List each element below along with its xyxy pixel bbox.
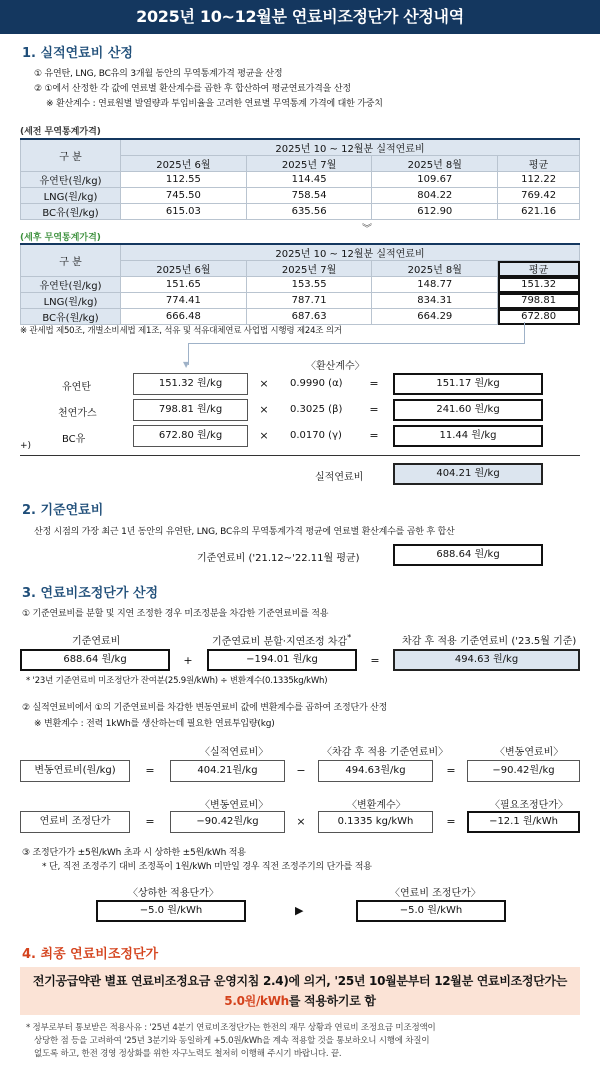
row-label: 유연탄(원/kg) [21, 277, 121, 293]
arrow-down-icon: ▼ [183, 360, 190, 369]
calc-result-box: 241.60 원/kg [393, 399, 543, 421]
table-cell: 621.16 [498, 204, 580, 220]
final-header: 〈연료비 조정단가〉 [390, 888, 481, 899]
connector-line [188, 343, 525, 344]
base-value-box: 688.64 원/kg [20, 649, 170, 671]
table-cell: 114.45 [246, 172, 372, 188]
table-row [21, 204, 580, 220]
table-cell: 153.55 [246, 277, 372, 293]
times-sign: × [259, 429, 269, 442]
s3-step3-note: * 단, 직전 조정주기 대비 조정폭이 1원/kWh 미만일 경우 직전 조정주기의 단가를 적용 [42, 862, 372, 872]
equals-sign: = [446, 815, 456, 828]
section-3-heading: 3. 연료비조정단가 산정 [22, 586, 159, 601]
table-cell: 664.29 [372, 309, 498, 325]
calc-result-box: 11.44 원/kg [393, 425, 543, 447]
col-group-header: 구 분 [21, 244, 121, 277]
table-row [21, 277, 580, 293]
connector-line [524, 322, 525, 344]
row-label: BC유(원/kg) [21, 204, 121, 220]
r2-value-box: 0.1335 kg/kWh [318, 811, 433, 833]
base-fuel-label: 기준연료비 ('21.12~'22.11월 평균) [197, 553, 360, 564]
equals-sign: = [369, 403, 379, 416]
times-sign: × [259, 403, 269, 416]
table-cell: 635.56 [246, 204, 372, 220]
month-header: 2025년 7월 [246, 261, 372, 277]
r2-label-box: 연료비 조정단가 [20, 811, 130, 833]
s2-desc: 산정 시점의 가장 최근 1년 동안의 유연탄, LNG, BC유의 무역통계가격 평균에 연료별 환산계수를 곱한 후 합산 [34, 527, 455, 537]
conv-coef-header: 〈환산계수〉 [306, 361, 365, 372]
equals-sign: = [446, 764, 456, 777]
calc-coef: 0.9990 (α) [290, 378, 343, 389]
table-cell: 769.42 [498, 188, 580, 204]
table-cell: 687.63 [246, 309, 372, 325]
month-header: 2025년 6월 [121, 156, 247, 172]
minus-sign: − [296, 764, 306, 777]
r2-header: 〈변동연료비〉 [200, 800, 269, 811]
required-price-box: −12.1 원/kWh [467, 811, 580, 833]
row-label: LNG(원/kg) [21, 188, 121, 204]
section-1-heading: 1. 실적연료비 산정 [22, 46, 133, 61]
s1-note-1: ① 유연탄, LNG, BC유의 3개월 동안의 무역통계가격 평균을 산정 [34, 69, 283, 79]
law-note: ※ 관세법 제50조, 개별소비세법 제1조, 석유 및 석유대체연료 사업법 시행령 제24조 의거 [20, 326, 342, 336]
avg-header: 평균 [498, 156, 580, 172]
row-label: 유연탄(원/kg) [21, 172, 121, 188]
calc-fuel-label: BC유 [62, 434, 86, 445]
r1-header: 〈차감 후 적용 기준연료비〉 [322, 747, 449, 758]
split-star: * [347, 632, 352, 642]
applied-label: 차감 후 적용 기준연료비 ('23.5월 기준) [402, 636, 577, 647]
table-cell: 745.50 [121, 188, 247, 204]
s1-note-2: ② ①에서 산정한 각 값에 연료별 환산계수를 곱한 후 합산하여 평균연료가격을 산정 [34, 84, 351, 94]
r1-value-box: 404.21원/kg [170, 760, 285, 782]
avg-header: 평균 [498, 261, 580, 277]
table-cell: 774.41 [121, 293, 247, 309]
calc-price-box: 151.32 원/kg [133, 373, 248, 395]
r1-header: 〈실적연료비〉 [200, 747, 269, 758]
applied-value-box: 494.63 원/kg [393, 649, 580, 671]
month-header: 2025년 8월 [372, 156, 498, 172]
base-fuel-value: 688.64 원/kg [393, 544, 543, 566]
footnote-line: 없도록 하고, 한전 경영 정상화를 위한 자구노력도 철저히 이행해 주시기 바랍니다. 끝. [34, 1049, 342, 1059]
month-header: 2025년 7월 [246, 156, 372, 172]
table-cell: 109.67 [372, 172, 498, 188]
r2-header: 〈필요조정단가〉 [490, 800, 568, 811]
table-cell: 834.31 [372, 293, 498, 309]
times-sign: × [296, 815, 306, 828]
pretax-price-table [20, 138, 580, 220]
equals-sign: = [145, 815, 155, 828]
calc-fuel-label: 천연가스 [58, 408, 97, 419]
table-cell: 666.48 [121, 309, 247, 325]
table2-caption: (세후 무역통계가격) [20, 233, 101, 243]
table-cell: 612.90 [372, 204, 498, 220]
split-value-box: −194.01 원/kg [207, 649, 357, 671]
r1-header: 〈변동연료비〉 [495, 747, 564, 758]
table-cell: 787.71 [246, 293, 372, 309]
page-title: 2025년 10~12월분 연료비조정단가 산정내역 [0, 0, 600, 34]
arrow-right-icon: ▶ [295, 904, 304, 917]
table-cell: 112.22 [498, 172, 580, 188]
footnote-line: 상당한 점 등을 고려하여 '25년 3분기와 동일하게 +5.0원/kWh을 계속 적용할 것을 통보하오니 시행에 차질이 [34, 1036, 430, 1046]
split-note: * '23년 기준연료비 미조정단가 잔여분(25.9원/kWh) ÷ 변환계수(0.1335kg/kWh) [26, 676, 328, 686]
s3-step3: ③ 조정단가가 ±5원/kWh 초과 시 상하한 ±5원/kWh 적용 [22, 848, 246, 858]
r1-value-box: −90.42원/kg [467, 760, 580, 782]
table-cell: 151.32 [498, 277, 580, 293]
s3-step2: ② 실적연료비에서 ①의 기준연료비를 차감한 변동연료비 값에 변환계수를 곱하여 조정단가 산정 [22, 703, 388, 713]
equals-sign: = [370, 654, 380, 667]
base-label: 기준연료비 [72, 636, 121, 647]
final-decision-box [20, 967, 580, 1015]
equals-sign: = [369, 429, 379, 442]
r1-value-box: 494.63원/kg [318, 760, 433, 782]
table-row [21, 293, 580, 309]
down-arrow-icon: ︾ [362, 224, 372, 235]
s1-note-3: ※ 환산계수 : 연료원별 발열량과 투입비율을 고려한 연료별 무역통계 가격에 대한 가중치 [46, 99, 383, 109]
row-label: BC유(원/kg) [21, 309, 121, 325]
s3-step1: ① 기준연료비를 분할 및 지연 조정한 경우 미조정분을 차감한 기준연료비를 적용 [22, 609, 329, 619]
final-decision-text [20, 967, 580, 1015]
posttax-price-table [20, 243, 580, 325]
r2-header: 〈변환계수〉 [347, 800, 406, 811]
month-header: 2025년 6월 [121, 261, 247, 277]
section-2-heading: 2. 기준연료비 [22, 503, 104, 518]
cap-header: 〈상하한 적용단가〉 [128, 888, 219, 899]
times-sign: × [259, 377, 269, 390]
s3-step2-note: ※ 변환계수 : 전력 1kWh를 생산하는데 필요한 연료투입량(kg) [34, 719, 275, 729]
table-cell: 112.55 [121, 172, 247, 188]
split-label [212, 632, 351, 647]
final-text-c: 를 적용하기로 함 [288, 994, 376, 1008]
total-fuel-value: 404.21 원/kg [393, 463, 543, 485]
r2-value-box: −90.42원/kg [170, 811, 285, 833]
row-label: LNG(원/kg) [21, 293, 121, 309]
plus-sign: + [183, 654, 193, 667]
table-cell: 148.77 [372, 277, 498, 293]
table-row [21, 188, 580, 204]
sum-divider [20, 455, 580, 456]
table-row [21, 172, 580, 188]
col-group-header: 구 분 [21, 139, 121, 172]
calc-fuel-label: 유연탄 [62, 382, 91, 393]
calc-price-box: 672.80 원/kg [133, 425, 248, 447]
final-rate: 5.0원/kWh [224, 994, 289, 1008]
section-4-heading: 4. 최종 연료비조정단가 [22, 947, 159, 962]
final-text-a: 전기공급약관 별표 연료비조정요금 운영지침 2.4)에 의거, '25년 10월분부터 12월분 연료비조정단가는 [32, 974, 568, 988]
table1-caption: (세전 무역통계가격) [20, 127, 101, 137]
final-value-box: −5.0 원/kWh [356, 900, 506, 922]
calc-coef: 0.0170 (γ) [290, 430, 342, 441]
table-cell: 758.54 [246, 188, 372, 204]
month-header: 2025년 8월 [372, 261, 498, 277]
period-header: 2025년 10 ~ 12월분 실적연료비 [121, 139, 580, 156]
calc-price-box: 798.81 원/kg [133, 399, 248, 421]
total-fuel-label: 실적연료비 [315, 472, 364, 483]
calc-coef: 0.3025 (β) [290, 404, 343, 415]
table-cell: 798.81 [498, 293, 580, 309]
equals-sign: = [145, 764, 155, 777]
sum-mark: +) [20, 441, 32, 451]
period-header: 2025년 10 ~ 12월분 실적연료비 [121, 244, 580, 261]
table-cell: 615.03 [121, 204, 247, 220]
r1-label-box: 변동연료비(원/kg) [20, 760, 130, 782]
cap-value-box: −5.0 원/kWh [96, 900, 246, 922]
table-cell: 672.80 [498, 309, 580, 325]
footnote-line: * 정부로부터 통보받은 적용사유 : '25년 4분기 연료비조정단가는 한전의 재무 상황과 연료비 조정요금 미조정액이 [26, 1023, 436, 1033]
table-row [21, 309, 580, 325]
split-label-text: 기준연료비 분할·지연조정 차감 [212, 636, 348, 648]
table-cell: 151.65 [121, 277, 247, 293]
footnote [26, 1022, 580, 1061]
equals-sign: = [369, 377, 379, 390]
calc-result-box: 151.17 원/kg [393, 373, 543, 395]
table-cell: 804.22 [372, 188, 498, 204]
